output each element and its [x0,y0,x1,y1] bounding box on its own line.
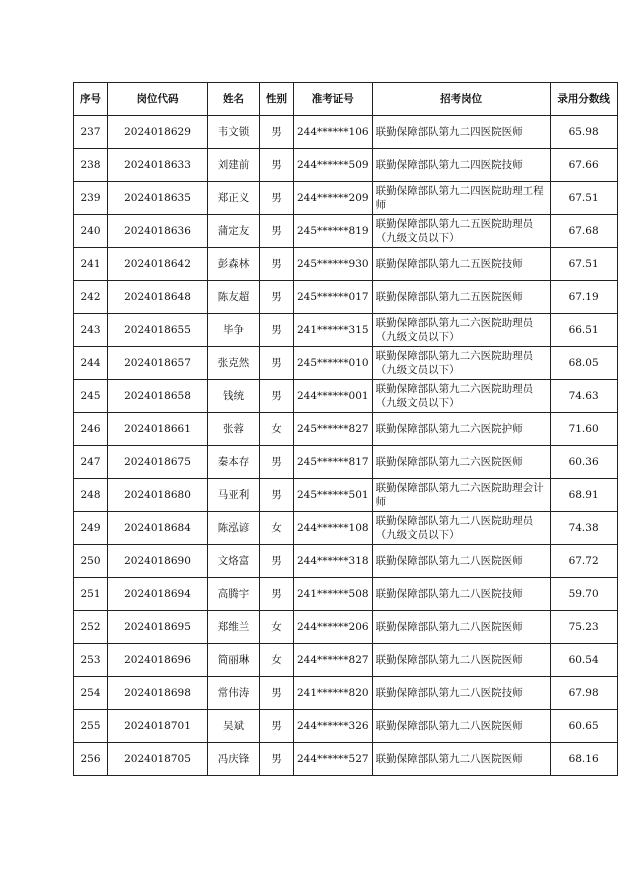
cell-gender: 男 [260,545,294,578]
cell-gender: 男 [260,479,294,512]
cell-post-code: 2024018680 [108,479,208,512]
cell-gender: 男 [260,281,294,314]
cell-post-code: 2024018655 [108,314,208,347]
cell-post: 联勤保障部队第九二六医院助理会计师 [372,479,550,512]
table-row [74,710,618,743]
cell-exam-id: 244******527 [294,743,373,776]
cell-post: 联勤保障部队第九二六医院医师 [372,446,550,479]
table-row [74,677,618,710]
cell-post-code: 2024018696 [108,644,208,677]
cell-index: 245 [74,380,108,413]
cell-name: 张蓉 [208,413,260,446]
cell-index: 241 [74,248,108,281]
header-post: 招考岗位 [372,83,550,116]
cell-index: 256 [74,743,108,776]
header-gender: 性别 [260,83,294,116]
cell-gender: 女 [260,512,294,545]
table-row [74,512,618,545]
cell-post-code: 2024018690 [108,545,208,578]
cell-name: 陈泓谚 [208,512,260,545]
cell-post: 联勤保障部队第九二五医院助理员（九级文员以下） [372,215,550,248]
cell-index: 239 [74,182,108,215]
cell-gender: 男 [260,314,294,347]
cell-name: 彭森林 [208,248,260,281]
cell-name: 马亚利 [208,479,260,512]
cell-exam-id: 245******827 [294,413,373,446]
cell-post: 联勤保障部队第九二八医院医师 [372,644,550,677]
cell-exam-id: 244******206 [294,611,373,644]
cell-index: 242 [74,281,108,314]
cell-post-code: 2024018705 [108,743,208,776]
cell-post-code: 2024018701 [108,710,208,743]
cell-index: 238 [74,149,108,182]
cell-index: 237 [74,116,108,149]
cell-name: 常伟涛 [208,677,260,710]
cell-post-code: 2024018636 [108,215,208,248]
cell-index: 255 [74,710,108,743]
cell-post: 联勤保障部队第九二八医院医师 [372,545,550,578]
header-name: 姓名 [208,83,260,116]
cell-post: 联勤保障部队第九二八医院医师 [372,611,550,644]
cell-post: 联勤保障部队第九二八医院技师 [372,578,550,611]
cell-post-code: 2024018695 [108,611,208,644]
cell-exam-id: 244******509 [294,149,373,182]
table-row [74,380,618,413]
cell-post: 联勤保障部队第九二八医院助理员（九级文员以下） [372,512,550,545]
cell-exam-id: 245******817 [294,446,373,479]
cell-post: 联勤保障部队第九二五医院技师 [372,248,550,281]
cell-score: 67.68 [550,215,617,248]
header-exam-id: 准考证号 [294,83,373,116]
cell-exam-id: 245******017 [294,281,373,314]
cell-post: 联勤保障部队第九二五医院医师 [372,281,550,314]
cell-name: 蒲定友 [208,215,260,248]
cell-post-code: 2024018648 [108,281,208,314]
table-row [74,116,618,149]
cell-index: 248 [74,479,108,512]
table-row [74,545,618,578]
cell-index: 250 [74,545,108,578]
cell-index: 246 [74,413,108,446]
cell-gender: 男 [260,149,294,182]
header-post-code: 岗位代码 [108,83,208,116]
table-row [74,578,618,611]
cell-score: 68.16 [550,743,617,776]
cell-post-code: 2024018635 [108,182,208,215]
cell-name: 郑维兰 [208,611,260,644]
cell-score: 66.51 [550,314,617,347]
cell-index: 243 [74,314,108,347]
cell-exam-id: 241******820 [294,677,373,710]
admission-score-table [73,82,618,776]
cell-gender: 男 [260,677,294,710]
cell-post-code: 2024018629 [108,116,208,149]
cell-name: 张克然 [208,347,260,380]
cell-name: 吴斌 [208,710,260,743]
cell-index: 249 [74,512,108,545]
header-score: 录用分数线 [550,83,617,116]
cell-post: 联勤保障部队第九二六医院助理员（九级文员以下） [372,314,550,347]
cell-gender: 男 [260,215,294,248]
cell-name: 高腾宇 [208,578,260,611]
cell-post-code: 2024018675 [108,446,208,479]
cell-post: 联勤保障部队第九二八医院医师 [372,743,550,776]
cell-index: 247 [74,446,108,479]
cell-post-code: 2024018658 [108,380,208,413]
cell-score: 67.98 [550,677,617,710]
cell-name: 毕争 [208,314,260,347]
cell-post: 联勤保障部队第九二六医院护师 [372,413,550,446]
cell-index: 253 [74,644,108,677]
table-row [74,479,618,512]
cell-post-code: 2024018633 [108,149,208,182]
table-row [74,611,618,644]
cell-gender: 男 [260,710,294,743]
cell-score: 74.38 [550,512,617,545]
cell-gender: 女 [260,413,294,446]
cell-gender: 男 [260,380,294,413]
cell-score: 75.23 [550,611,617,644]
table-row [74,182,618,215]
cell-post: 联勤保障部队第九二四医院医师 [372,116,550,149]
cell-exam-id: 244******001 [294,380,373,413]
cell-gender: 男 [260,446,294,479]
cell-gender: 男 [260,116,294,149]
cell-gender: 女 [260,644,294,677]
cell-exam-id: 245******930 [294,248,373,281]
cell-gender: 男 [260,347,294,380]
cell-score: 60.65 [550,710,617,743]
cell-exam-id: 244******108 [294,512,373,545]
cell-name: 冯庆锋 [208,743,260,776]
table-row [74,281,618,314]
cell-exam-id: 245******819 [294,215,373,248]
cell-name: 郑正义 [208,182,260,215]
cell-name: 文烙富 [208,545,260,578]
cell-gender: 男 [260,182,294,215]
cell-index: 251 [74,578,108,611]
table-row [74,413,618,446]
cell-name: 陈友超 [208,281,260,314]
cell-gender: 男 [260,248,294,281]
cell-post-code: 2024018661 [108,413,208,446]
cell-name: 钱统 [208,380,260,413]
cell-exam-id: 245******010 [294,347,373,380]
cell-post: 联勤保障部队第九二八医院技师 [372,677,550,710]
table-row [74,446,618,479]
cell-name: 刘建前 [208,149,260,182]
cell-index: 254 [74,677,108,710]
cell-exam-id: 245******501 [294,479,373,512]
cell-post-code: 2024018642 [108,248,208,281]
cell-score: 68.05 [550,347,617,380]
cell-exam-id: 244******827 [294,644,373,677]
cell-exam-id: 241******508 [294,578,373,611]
cell-score: 74.63 [550,380,617,413]
cell-score: 67.66 [550,149,617,182]
cell-score: 71.60 [550,413,617,446]
cell-post: 联勤保障部队第九二四医院技师 [372,149,550,182]
table-row [74,314,618,347]
cell-index: 244 [74,347,108,380]
cell-post-code: 2024018694 [108,578,208,611]
cell-score: 67.72 [550,545,617,578]
table-row [74,644,618,677]
cell-gender: 男 [260,578,294,611]
cell-index: 252 [74,611,108,644]
table-row [74,149,618,182]
cell-score: 68.91 [550,479,617,512]
cell-name: 秦本存 [208,446,260,479]
cell-name: 简丽琳 [208,644,260,677]
cell-exam-id: 244******209 [294,182,373,215]
cell-score: 65.98 [550,116,617,149]
cell-gender: 男 [260,743,294,776]
header-row [74,83,618,116]
cell-score: 60.36 [550,446,617,479]
cell-post-code: 2024018684 [108,512,208,545]
cell-index: 240 [74,215,108,248]
cell-post: 联勤保障部队第九二八医院医师 [372,710,550,743]
cell-exam-id: 241******315 [294,314,373,347]
table-row [74,347,618,380]
cell-exam-id: 244******106 [294,116,373,149]
cell-exam-id: 244******318 [294,545,373,578]
cell-score: 67.51 [550,182,617,215]
cell-post: 联勤保障部队第九二六医院助理员（九级文员以下） [372,347,550,380]
cell-name: 韦文锁 [208,116,260,149]
table-row [74,743,618,776]
cell-post-code: 2024018657 [108,347,208,380]
cell-post: 联勤保障部队第九二六医院助理员（九级文员以下） [372,380,550,413]
cell-gender: 女 [260,611,294,644]
table-row [74,215,618,248]
header-index: 序号 [74,83,108,116]
cell-score: 59.70 [550,578,617,611]
cell-score: 67.51 [550,248,617,281]
cell-post-code: 2024018698 [108,677,208,710]
cell-post: 联勤保障部队第九二四医院助理工程师 [372,182,550,215]
cell-score: 60.54 [550,644,617,677]
cell-exam-id: 244******326 [294,710,373,743]
table-row [74,248,618,281]
cell-score: 67.19 [550,281,617,314]
